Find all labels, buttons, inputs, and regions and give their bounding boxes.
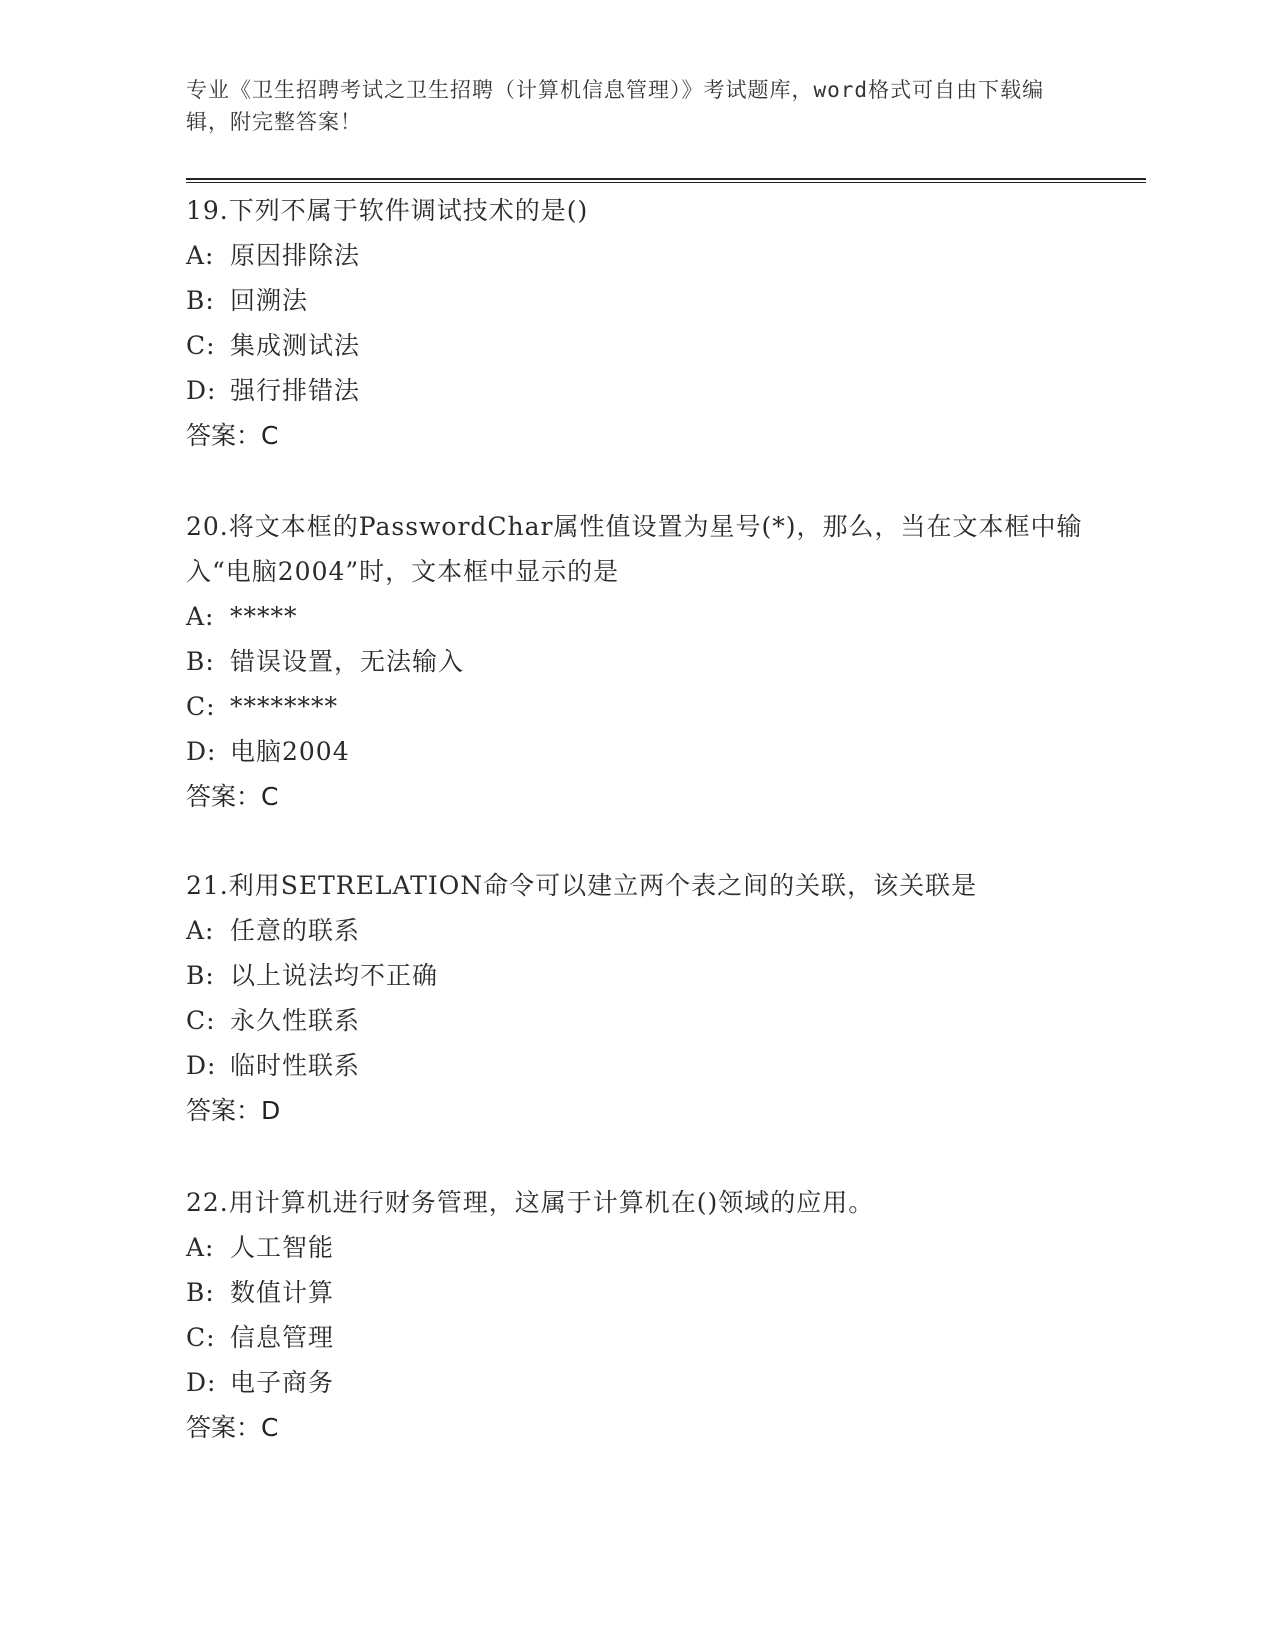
option-a xyxy=(186,908,1086,953)
option-letter: B: xyxy=(186,286,215,315)
option-letter: A: xyxy=(186,916,215,945)
option-b xyxy=(186,953,1086,998)
option-c xyxy=(186,998,1086,1043)
option-letter: A: xyxy=(186,241,215,270)
answer-line: 答案：D xyxy=(186,1096,281,1125)
question-stem: 22.用计算机进行财务管理，这属于计算机在()领域的应用。 xyxy=(186,1188,875,1217)
option-letter: A: xyxy=(186,602,215,631)
option-letter: C: xyxy=(186,692,216,721)
option-text: 错误设置，无法输入 xyxy=(230,647,465,676)
option-text: ***** xyxy=(230,602,298,631)
question-block xyxy=(186,1180,1086,1450)
answer-line: 答案：C xyxy=(186,1413,279,1442)
option-b xyxy=(186,278,1086,323)
option-text: 任意的联系 xyxy=(230,916,361,945)
option-text: 电脑2004 xyxy=(230,737,350,766)
option-b xyxy=(186,639,1086,684)
option-text: 数值计算 xyxy=(230,1278,335,1307)
option-letter: C: xyxy=(186,331,216,360)
question-stem: 19.下列不属于软件调试技术的是() xyxy=(186,196,589,225)
question-block xyxy=(186,863,1086,1133)
option-letter: D: xyxy=(186,1051,217,1080)
option-text: 人工智能 xyxy=(230,1233,335,1262)
option-text: 强行排错法 xyxy=(230,376,361,405)
option-b xyxy=(186,1270,1086,1315)
answer-line: 答案：C xyxy=(186,782,279,811)
option-letter: B: xyxy=(186,1278,215,1307)
option-text: ******** xyxy=(230,692,338,721)
header-divider xyxy=(186,178,1146,183)
question-block xyxy=(186,188,1086,458)
option-text: 电子商务 xyxy=(230,1368,335,1397)
option-text: 以上说法均不正确 xyxy=(230,961,439,990)
option-text: 原因排除法 xyxy=(230,241,361,270)
option-d xyxy=(186,1043,1086,1088)
question-stem: 20.将文本框的PasswordChar属性值设置为星号(*)，那么，当在文本框中输入“电脑2004”时，文本框中显示的是 xyxy=(186,512,1083,586)
question-block xyxy=(186,504,1086,819)
option-text: 临时性联系 xyxy=(230,1051,361,1080)
option-text: 集成测试法 xyxy=(230,331,361,360)
option-letter: D: xyxy=(186,1368,217,1397)
document-intro: 专业《卫生招聘考试之卫生招聘（计算机信息管理）》考试题库，word格式可自由下载编辑，附完整答案！ xyxy=(186,78,1045,134)
option-a xyxy=(186,233,1086,278)
option-a xyxy=(186,594,1086,639)
question-stem: 21.利用SETRELATION命令可以建立两个表之间的关联，该关联是 xyxy=(186,871,978,900)
option-d xyxy=(186,368,1086,413)
answer-line: 答案：C xyxy=(186,421,279,450)
option-letter: A: xyxy=(186,1233,215,1262)
option-letter: B: xyxy=(186,647,215,676)
option-c xyxy=(186,323,1086,368)
option-letter: D: xyxy=(186,376,217,405)
option-d xyxy=(186,1360,1086,1405)
option-c xyxy=(186,684,1086,729)
option-d xyxy=(186,729,1086,774)
option-letter: C: xyxy=(186,1323,216,1352)
option-a xyxy=(186,1225,1086,1270)
option-c xyxy=(186,1315,1086,1360)
option-letter: C: xyxy=(186,1006,216,1035)
option-letter: B: xyxy=(186,961,215,990)
option-text: 回溯法 xyxy=(230,286,309,315)
option-text: 信息管理 xyxy=(230,1323,335,1352)
option-letter: D: xyxy=(186,737,217,766)
option-text: 永久性联系 xyxy=(230,1006,361,1035)
